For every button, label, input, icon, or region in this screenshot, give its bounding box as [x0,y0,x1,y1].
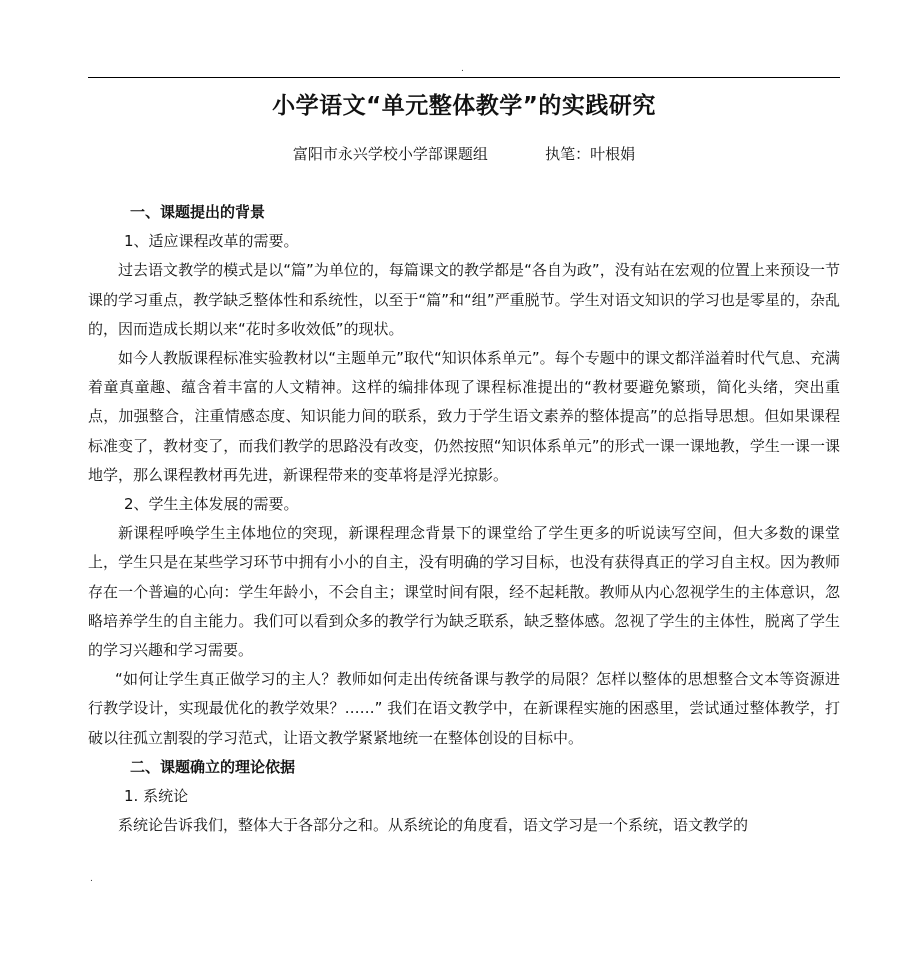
paragraph-questions: “如何让学生真正做学习的主人？教师如何走出传统备课与教学的局限？怎样以整体的思想整合文本等资源进行教学设计，实现最优化的教学效果？……” 我们在语文教学中，在新课程实施的困惑里，尝试通过整体教学，打破以往孤立割裂的学习范式，让语文教学紧紧地统一在整体创设的目标中。 [88,670,840,747]
section-heading-background: 一、课题提出的背景 [130,203,266,221]
subheading-curriculum-reform: 1、适应课程改革的需要。 [124,232,299,251]
header-rule [88,77,840,78]
footer-mark: . [90,874,93,884]
paragraph-theme-units: 如今人教版课程标准实验教材以“主题单元”取代“知识体系单元”。每个专题中的课文都洋溢着时代气息、充满着童真童趣、蕴含着丰富的人文精神。这样的编排体现了课程标准提出的“教材要避免繁琐，简化头绪，突出重点，加强整合，注重情感态度、知识能力间的联系，致力于学生语文素养的整体提高”的总指导思想。但如果课程标准变了，教材变了，而我们教学的思路没有改变，仍然按照“知识体系单元”的形式一课一课地教，学生一课一课地学，那么课程教材再先进，新课程带来的变革将是浮光掠影。 [88,349,840,484]
author-byline: 富阳市永兴学校小学部课题组 执笔：叶根娟 [292,145,636,163]
document-title: 小学语文“单元整体教学”的实践研究 [272,93,656,119]
section-heading-theory: 二、课题确立的理论依据 [130,757,296,776]
paragraph-system-theory: 系统论告诉我们，整体大于各部分之和。从系统论的角度看，语文学习是一个系统，语文教学的 [118,816,749,835]
header-mark: . [461,64,464,74]
paragraph-past-teaching: 过去语文教学的模式是以“篇”为单位的，每篇课文的教学都是“各自为政”，没有站在宏观的位置上来预设一节课的学习重点，教学缺乏整体性和系统性，以至于“篇”和“组”严重脱节。学生对语文知识的学习也是零星的，杂乱的，因而造成长期以来“花时多收效低”的现状。 [88,261,840,338]
subheading-student-development: 2、学生主体发展的需要。 [124,495,299,514]
paragraph-student-subject: 新课程呼唤学生主体地位的突现，新课程理念背景下的课堂给了学生更多的听说读写空间，但大多数的课堂上，学生只是在某些学习环节中拥有小小的自主，没有明确的学习目标，也没有获得真正的学习自主权。因为教师存在一个普遍的心向：学生年龄小，不会自主；课堂时间有限，经不起耗散。教师从内心忽视学生的主体意识，忽略培养学生的自主能力。我们可以看到众多的教学行为缺乏联系，缺乏整体感。忽视了学生的主体性，脱离了学生的学习兴趣和学习需要。 [88,524,840,660]
document-body [88,198,840,840]
subheading-system-theory: 1. 系统论 [124,787,189,806]
